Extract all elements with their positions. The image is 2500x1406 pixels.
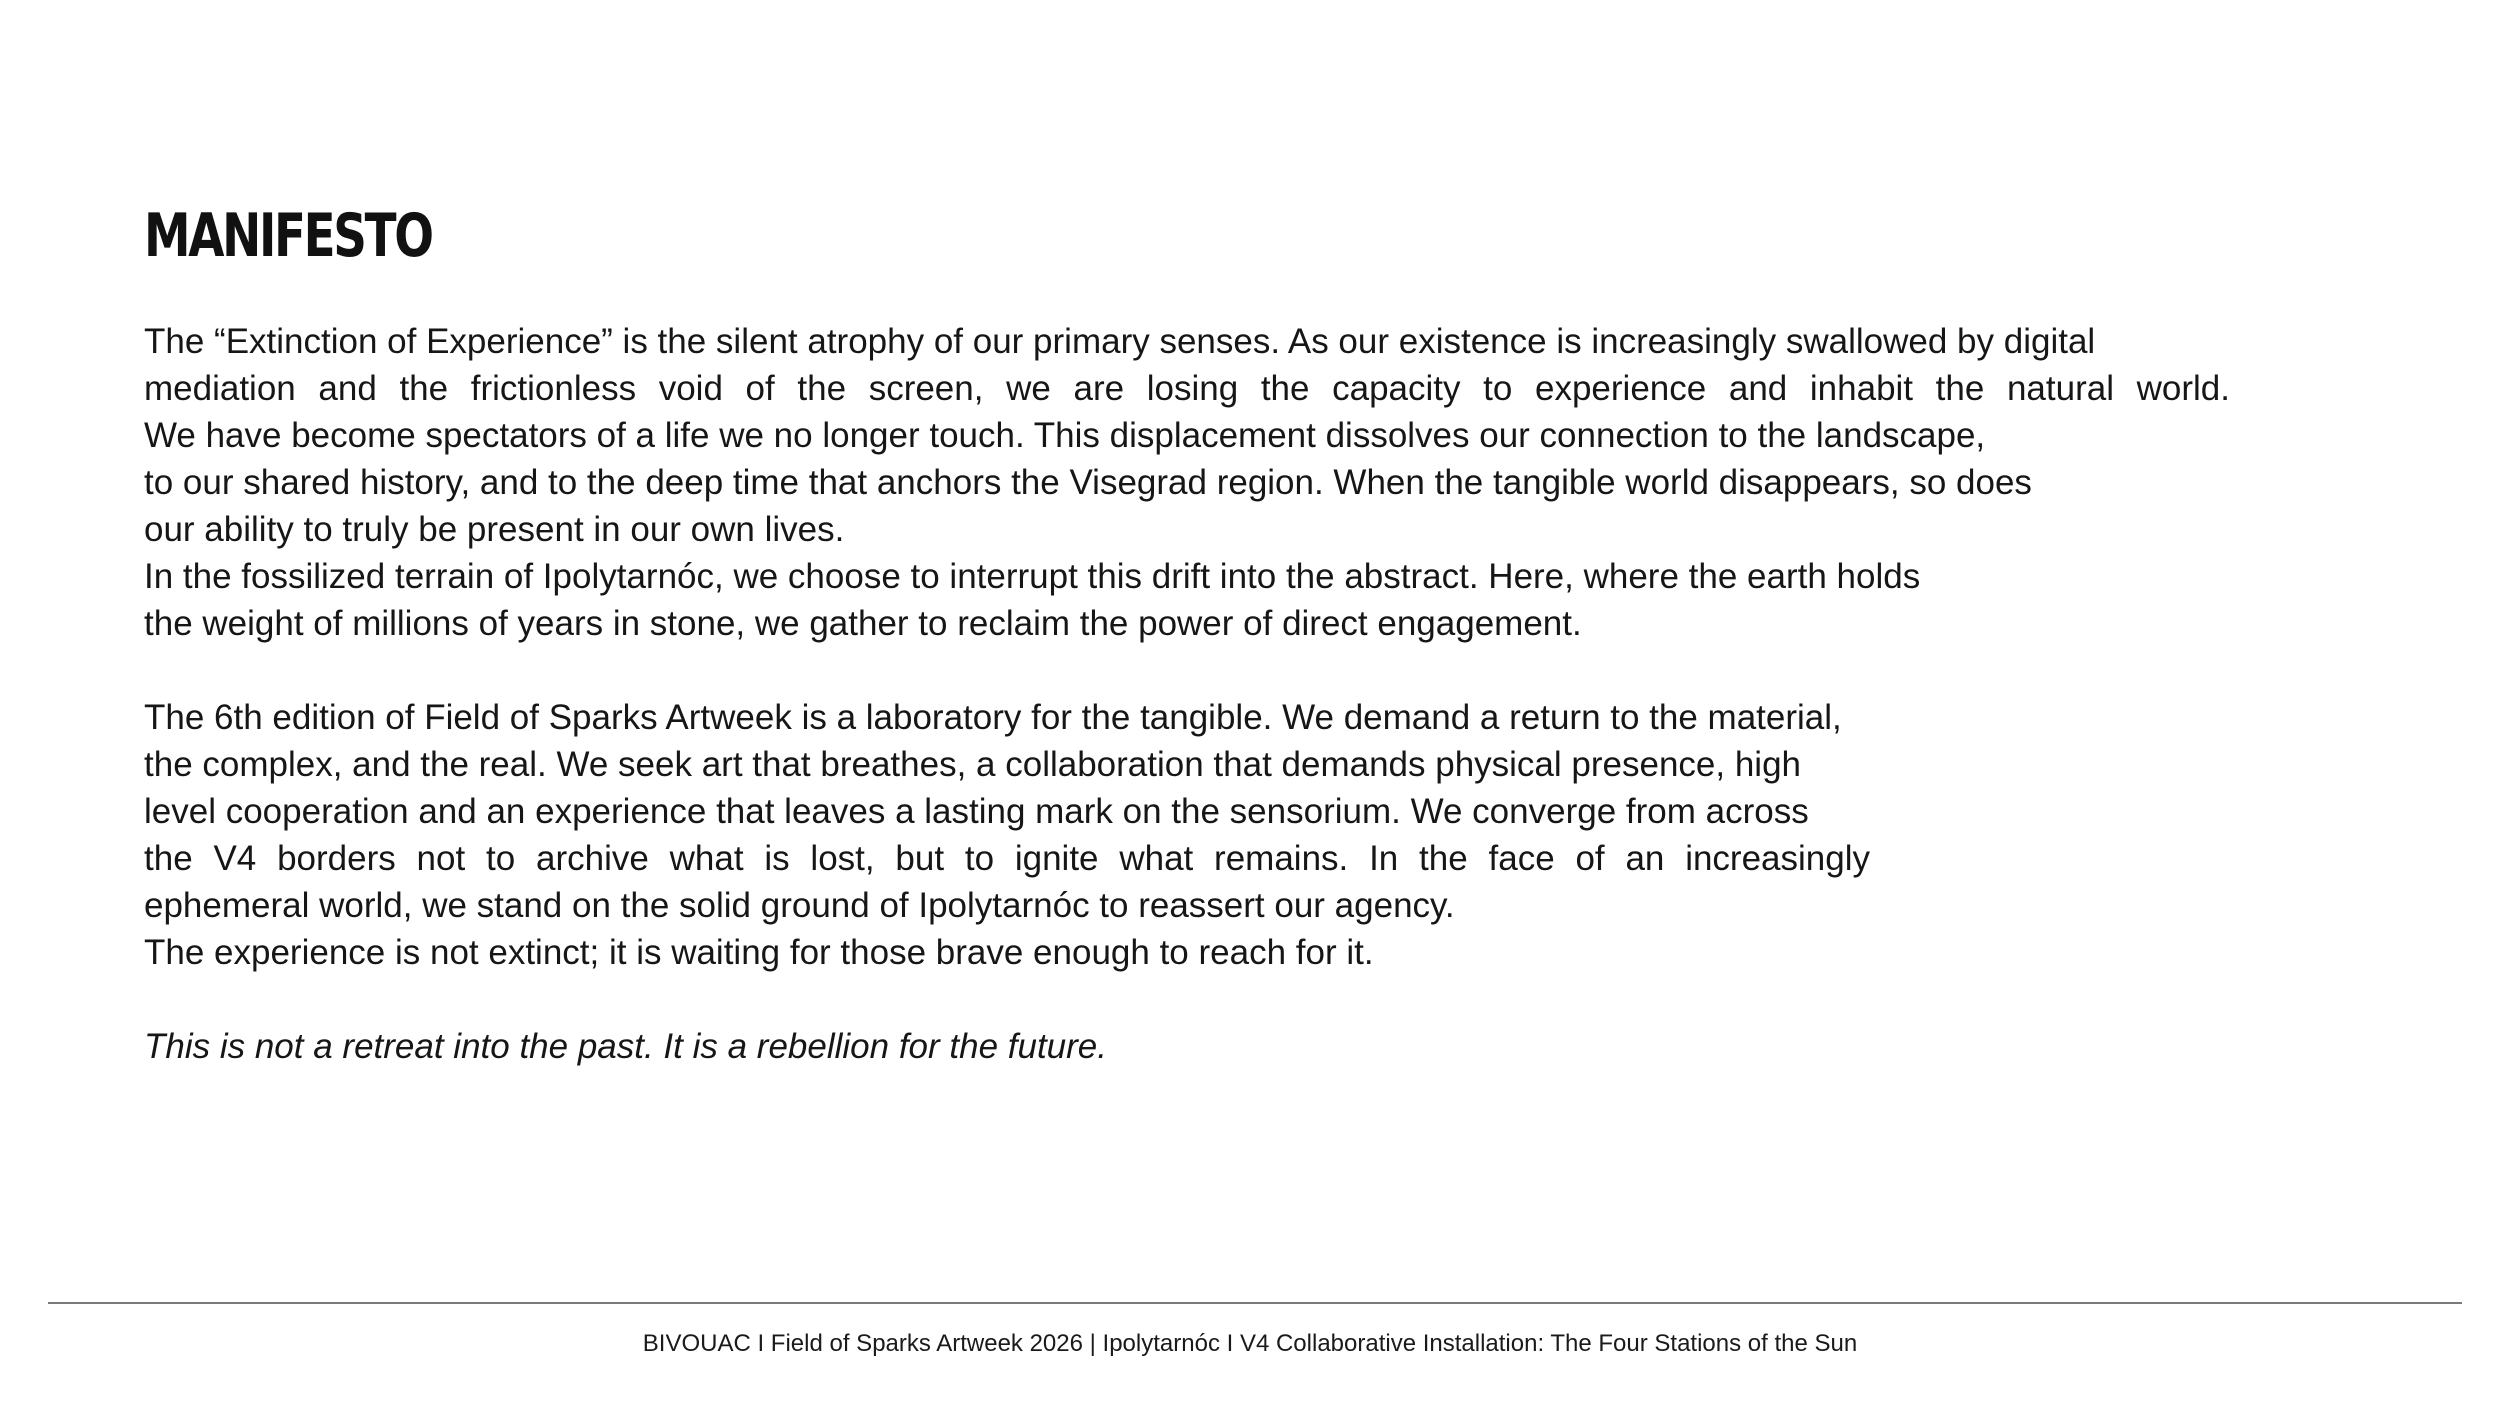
paragraph-2-line-5: ephemeral world, we stand on the solid ground of Ipolytarnóc to reassert our agency.: [144, 886, 1455, 925]
page-title: MANIFESTO: [144, 201, 432, 271]
paragraph-spacer: [144, 647, 2394, 694]
paragraph-2-line-1: The 6th edition of Field of Sparks Artweek is a laboratory for the tangible. We demand a return to the material,: [144, 698, 1842, 737]
footer-caption: BIVOUAC I Field of Sparks Artweek 2026 | Ipolytarnóc I V4 Collaborative Installation: The Four Stations of the Sun: [642, 1330, 1858, 1357]
paragraph-1-line-4: to our shared history, and to the deep time that anchors the Visegrad region. When the tangible world disappears, so does: [144, 463, 2032, 502]
paragraph-spacer: [144, 976, 2394, 1023]
paragraph-1-line-3: We have become spectators of a life we no longer touch. This displacement dissolves our connection to the landscape,: [144, 416, 1986, 455]
paragraph-1-line-7: the weight of millions of years in stone, we gather to reclaim the power of direct engagement.: [144, 604, 1582, 643]
paragraph-1-line-5: our ability to truly be present in our own lives.: [144, 510, 845, 549]
paragraph-1-line-2: mediation and the frictionless void of the screen, we are losing the capacity to experience and inhabit the natural world.: [144, 369, 2230, 408]
paragraph-2-line-2: the complex, and the real. We seek art that breathes, a collaboration that demands physical presence, high: [144, 745, 1801, 784]
paragraph-1-line-6: In the fossilized terrain of Ipolytarnóc, we choose to interrupt this drift into the abstract. Here, where the earth holds: [144, 557, 1921, 596]
manifesto-body: [144, 318, 2394, 1070]
paragraph-2-line-6: The experience is not extinct; it is waiting for those brave enough to reach for it.: [144, 933, 1374, 972]
paragraph-2-line-3: level cooperation and an experience that leaves a lasting mark on the sensorium. We converge from across: [144, 792, 1809, 831]
footer-divider: [48, 1302, 2462, 1304]
paragraph-2-line-4: the V4 borders not to archive what is lost, but to ignite what remains. In the face of an increasingly: [144, 839, 1870, 878]
paragraph-1-line-1: The “Extinction of Experience” is the silent atrophy of our primary senses. As our existence is increasingly swallowed by digital: [144, 322, 2096, 361]
closing-statement: This is not a retreat into the past. It is a rebellion for the future.: [144, 1027, 1107, 1066]
